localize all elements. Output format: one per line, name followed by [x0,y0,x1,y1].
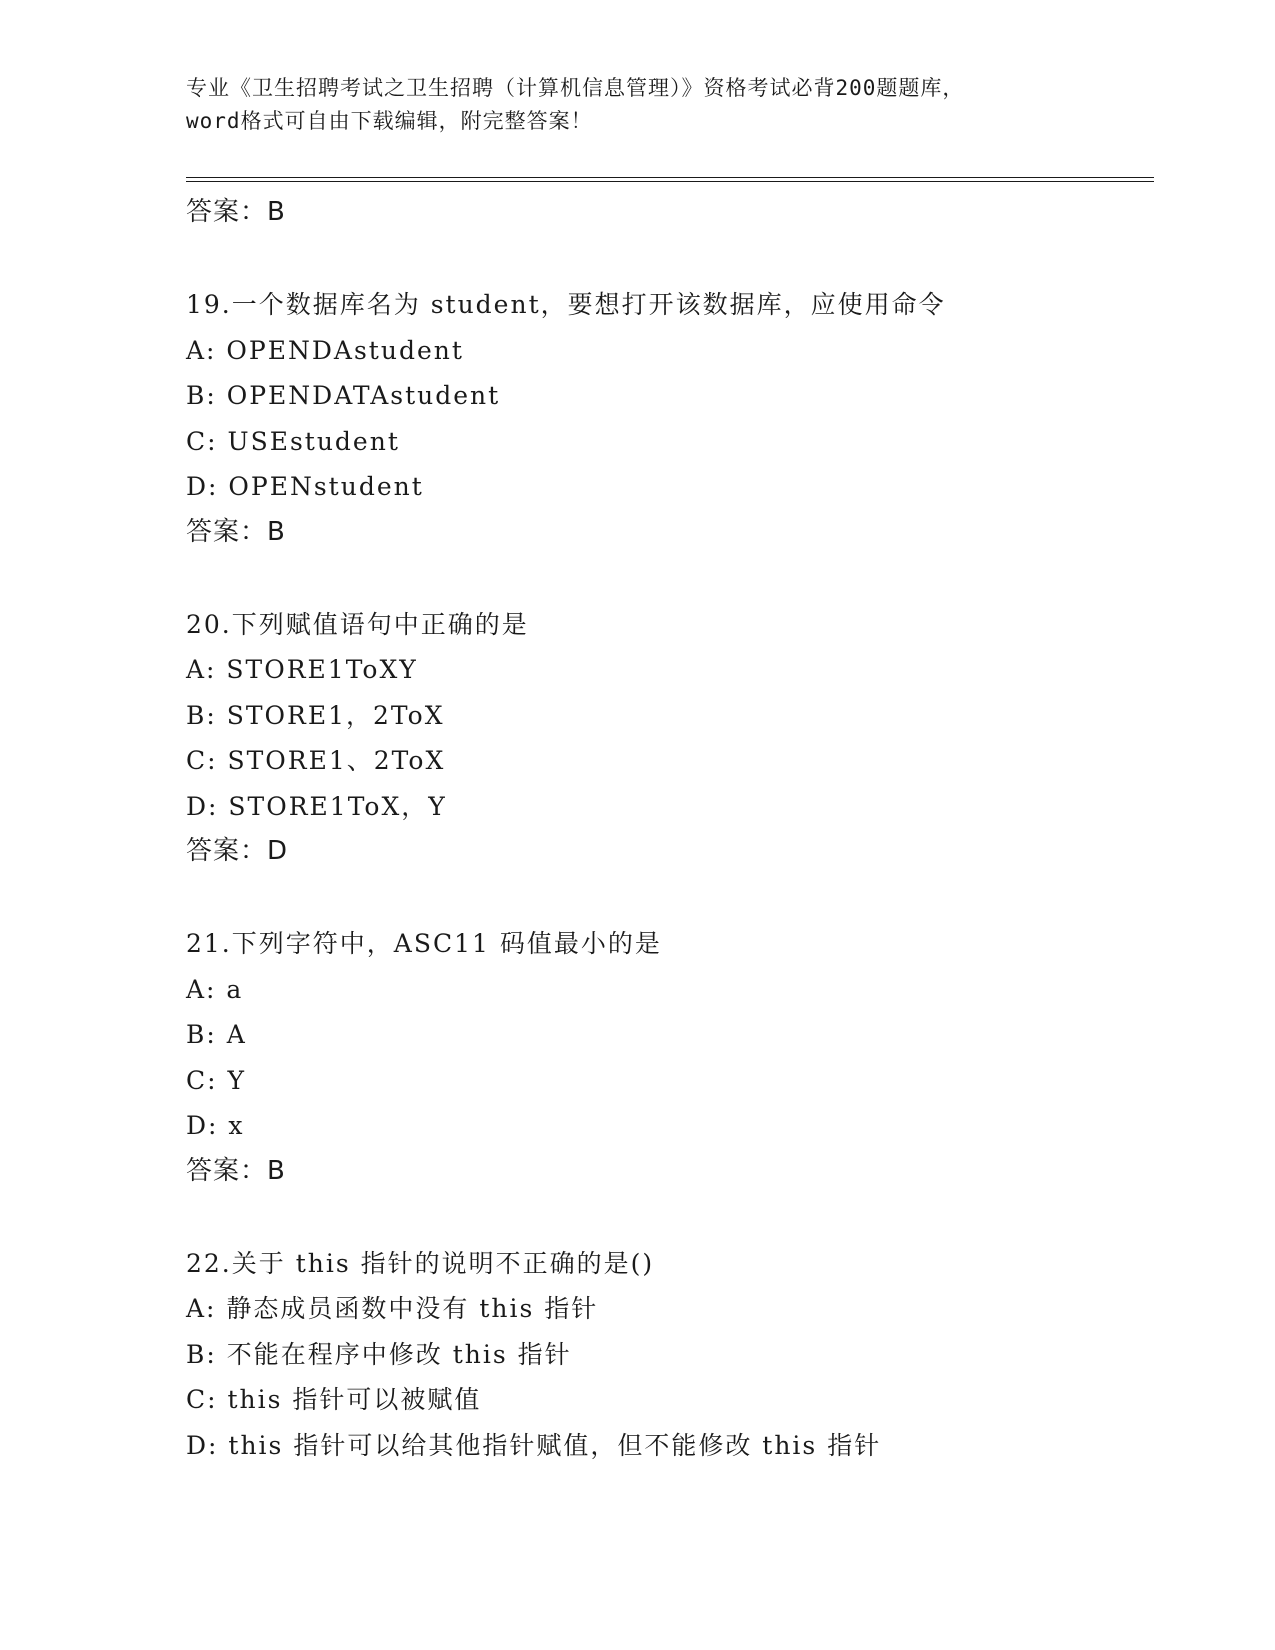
header-double-rule [186,177,1154,182]
option-a: A: OPENDAstudent [186,335,464,365]
option-b: B: 不能在程序中修改 this 指针 [186,1339,572,1369]
option-d: D: STORE1ToX，Y [186,791,447,821]
option-b: B: A [186,1020,247,1049]
option-c: C: USEstudent [186,426,400,456]
header-line-2: word格式可自由下载编辑，附完整答案！ [186,109,593,133]
header-line-1: 专业《卫生招聘考试之卫生招聘（计算机信息管理）》资格考试必背200题题库， [186,76,965,100]
question-19 [186,282,1146,554]
option-c: C: Y [186,1065,247,1095]
option-c: C: STORE1、2ToX [186,746,446,775]
option-a: A: 静态成员函数中没有 this 指针 [186,1294,599,1323]
option-d: D: this 指针可以给其他指针赋值，但不能修改 this 指针 [186,1430,882,1460]
question-stem: 19.一个数据库名为 student，要想打开该数据库，应使用命令 [186,290,946,319]
question-20 [186,602,1146,874]
question-stem: 21.下列字符中，ASC11 码值最小的是 [186,929,662,958]
answer-line: 答案：B [186,516,286,547]
option-c: C: this 指针可以被赋值 [186,1385,482,1414]
option-a: A: STORE1ToXY [186,655,418,684]
document-body [186,190,1146,1468]
question-stem: 22.关于 this 指针的说明不正确的是() [186,1248,655,1278]
answer-line: 答案：B [186,1155,286,1186]
option-d: D: OPENstudent [186,472,424,501]
page-header [186,72,1086,138]
answer-line: 答案：B [186,197,286,227]
question-22 [186,1241,1146,1469]
question-21 [186,921,1146,1193]
option-b: B: OPENDATAstudent [186,381,501,410]
answer-line: 答案：D [186,836,289,866]
question-stem: 20.下列赋值语句中正确的是 [186,609,529,639]
option-a: A: a [186,974,244,1004]
option-b: B: STORE1，2ToX [186,700,445,730]
option-d: D: x [186,1111,245,1140]
